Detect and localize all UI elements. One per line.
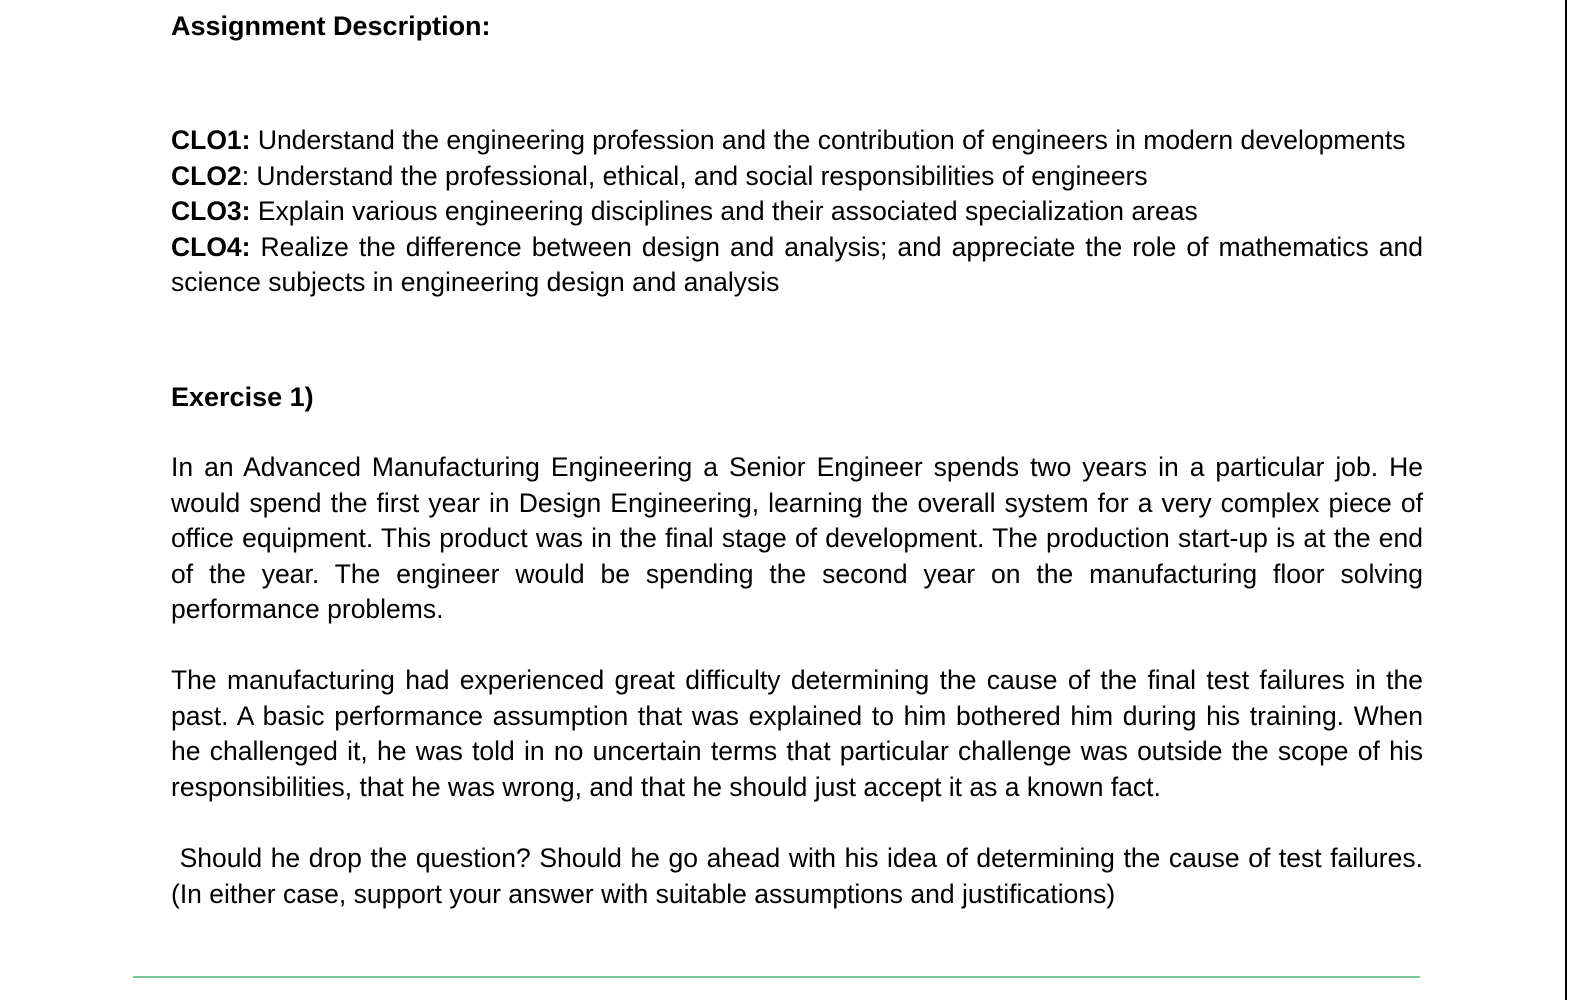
clo-text: : Understand the professional, ethical, and social responsibilities of engineers xyxy=(241,160,1148,191)
clo-item-1 xyxy=(171,123,1423,159)
clo-list xyxy=(171,123,1423,301)
exercise-heading: Exercise 1) xyxy=(171,382,314,412)
exercise-question-paragraph: Should he drop the question? Should he go ahead with his idea of determining the cause of test failures. (In either case, support your answer with suitable assumptions and justifications) xyxy=(171,843,1431,909)
clo-code: CLO4: xyxy=(171,231,251,262)
clo-text: Realize the difference between design and analysis; and appreciate the role of mathematics and science subjects in engineering design and analysis xyxy=(171,231,1423,298)
clo-code: CLO1: xyxy=(171,125,251,155)
clo-text: Understand the engineering profession and the contribution of engineers in modern developments xyxy=(250,125,1406,155)
assignment-description-heading: Assignment Description: xyxy=(171,11,491,41)
clo-item-4 xyxy=(171,230,1423,301)
exercise-paragraph-1: In an Advanced Manufacturing Engineering a Senior Engineer spends two years in a particular job. He would spend the first year in Design Engineering, learning the overall system for a very complex piece of office equipment. This product was in the final stage of development. The production start-up is at the end of the year. The engineer would be spending the second year on the manufacturing floor solving performance problems. xyxy=(171,452,1423,625)
clo-item-2 xyxy=(171,159,1423,195)
page-edge-line xyxy=(1565,0,1567,1000)
exercise-paragraph-2: The manufacturing had experienced great difficulty determining the cause of the final test failures in the past. A basic performance assumption that was explained to him bothered him during his training. When he challenged it, he was told in no uncertain terms that particular challenge was outside the scope of his responsibilities, that he was wrong, and that he should just accept it as a known fact. xyxy=(171,665,1423,802)
clo-text: Explain various engineering disciplines and their associated specialization areas xyxy=(250,196,1198,227)
clo-code: CLO2 xyxy=(171,160,242,191)
clo-code: CLO3: xyxy=(171,196,251,227)
footer-divider xyxy=(133,976,1420,978)
clo-item-3 xyxy=(171,194,1423,230)
